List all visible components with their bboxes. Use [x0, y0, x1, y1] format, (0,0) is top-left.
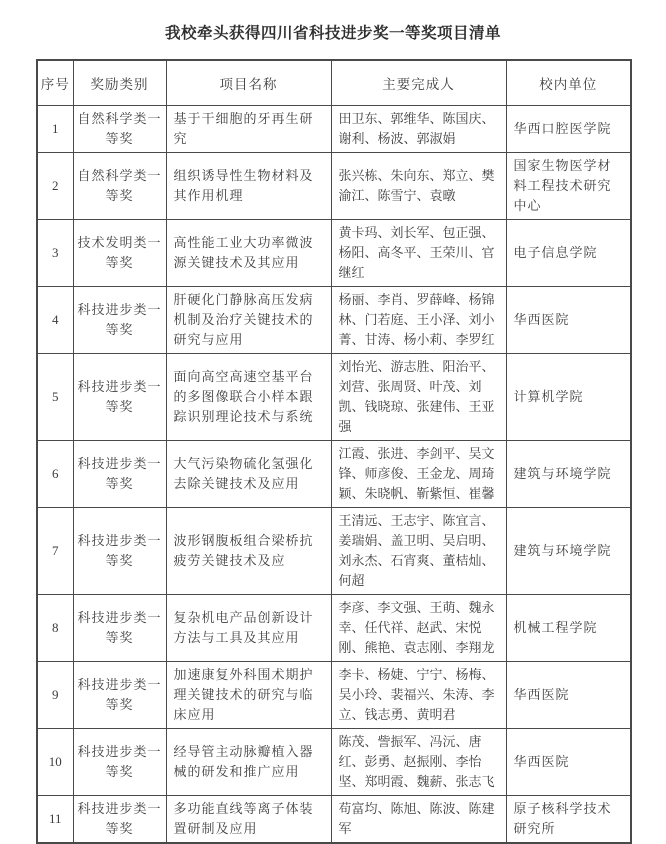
cell-project-name: 加速康复外科围术期护理关键技术的研究与临床应用 — [166, 662, 331, 729]
page-title: 我校牵头获得四川省科技进步奖一等奖项目清单 — [164, 25, 501, 42]
cell-category: 科技进步类一等奖 — [73, 595, 166, 662]
cell-project-name: 经导管主动脉瓣植入器械的研发和推广应用 — [166, 729, 331, 796]
cell-unit: 华西医院 — [506, 729, 631, 796]
cell-contributors: 苟富均、陈旭、陈波、陈建军 — [331, 796, 506, 844]
cell-category: 技术发明类一等奖 — [73, 220, 166, 287]
cell-category: 科技进步类一等奖 — [73, 729, 166, 796]
cell-index: 9 — [37, 662, 73, 729]
cell-index: 2 — [37, 153, 73, 220]
cell-contributors: 李卡、杨婕、宁宁、杨梅、吴小玲、裴福兴、朱涛、李立、钱志勇、黄明君 — [331, 662, 506, 729]
cell-project-name: 面向高空高速空基平台的多图像联合小样本跟踪识别理论技术与系统 — [166, 354, 331, 441]
cell-unit: 华西医院 — [506, 662, 631, 729]
cell-index: 5 — [37, 354, 73, 441]
cell-unit: 华西口腔医学院 — [506, 106, 631, 153]
table-row — [37, 106, 631, 153]
cell-index: 8 — [37, 595, 73, 662]
cell-contributors: 田卫东、郭维华、陈国庆、谢利、杨波、郭淑娟 — [331, 106, 506, 153]
cell-unit: 电子信息学院 — [506, 220, 631, 287]
column-header-index: 序号 — [37, 60, 73, 106]
cell-project-name: 大气污染物硫化氢强化去除关键技术及应用 — [166, 441, 331, 508]
cell-project-name: 复杂机电产品创新设计方法与工具及其应用 — [166, 595, 331, 662]
cell-project-name: 波形钢腹板组合梁桥抗疲劳关键技术及应 — [166, 508, 331, 595]
cell-category: 自然科学类一等奖 — [73, 153, 166, 220]
cell-category: 科技进步类一等奖 — [73, 354, 166, 441]
cell-index: 1 — [37, 106, 73, 153]
table-row — [37, 220, 631, 287]
cell-index: 4 — [37, 287, 73, 354]
table-row — [37, 595, 631, 662]
cell-index: 3 — [37, 220, 73, 287]
table-body — [37, 106, 631, 844]
cell-contributors: 李彦、李文强、王萌、魏永幸、任代祥、赵武、宋悦刚、熊艳、袁志刚、李翔龙 — [331, 595, 506, 662]
document-page — [0, 21, 666, 844]
cell-project-name: 组织诱导性生物材料及其作用机理 — [166, 153, 331, 220]
cell-unit: 建筑与环境学院 — [506, 508, 631, 595]
table-row — [37, 153, 631, 220]
cell-contributors: 王清远、王志宇、陈宜言、姜瑞娟、盖卫明、吴启明、刘永杰、石宵爽、董桔灿、何超 — [331, 508, 506, 595]
table-row — [37, 662, 631, 729]
table-row — [37, 287, 631, 354]
cell-contributors: 刘怡光、游志胜、阳治平、刘营、张周贤、叶茂、刘凯、钱晓琼、张建伟、王亚强 — [331, 354, 506, 441]
cell-category: 科技进步类一等奖 — [73, 287, 166, 354]
cell-unit: 国家生物医学材料工程技术研究中心 — [506, 153, 631, 220]
awards-table — [36, 59, 632, 844]
cell-unit: 机械工程学院 — [506, 595, 631, 662]
column-header-unit: 校内单位 — [506, 60, 631, 106]
column-header-category: 奖励类别 — [73, 60, 166, 106]
table-header-row — [37, 60, 631, 106]
cell-project-name: 肝硬化门静脉高压发病机制及治疗关键技术的研究与应用 — [166, 287, 331, 354]
cell-contributors: 黄卡玛、刘长军、包正强、杨阳、高冬平、王荣川、官继红 — [331, 220, 506, 287]
cell-index: 6 — [37, 441, 73, 508]
cell-category: 科技进步类一等奖 — [73, 796, 166, 844]
table-row — [37, 441, 631, 508]
cell-category: 科技进步类一等奖 — [73, 508, 166, 595]
table-row — [37, 729, 631, 796]
cell-project-name: 多功能直线等离子体装置研制及应用 — [166, 796, 331, 844]
cell-index: 11 — [37, 796, 73, 844]
cell-category: 科技进步类一等奖 — [73, 441, 166, 508]
cell-unit: 原子核科学技术研究所 — [506, 796, 631, 844]
cell-category: 科技进步类一等奖 — [73, 662, 166, 729]
table-row — [37, 354, 631, 441]
cell-unit: 计算机学院 — [506, 354, 631, 441]
cell-contributors: 江霞、张进、李剑平、吴文锋、师彦俊、王金龙、周琦颖、朱晓帆、靳紫恒、崔馨 — [331, 441, 506, 508]
cell-category: 自然科学类一等奖 — [73, 106, 166, 153]
cell-contributors: 张兴栋、朱向东、郑立、樊渝江、陈雪宁、袁暾 — [331, 153, 506, 220]
cell-project-name: 基于干细胞的牙再生研究 — [166, 106, 331, 153]
table-row — [37, 508, 631, 595]
cell-contributors: 陈茂、訾振军、冯沅、唐红、彭勇、赵振刚、李怡坚、郑明霞、魏薪、张志飞 — [331, 729, 506, 796]
cell-contributors: 杨丽、李肖、罗薛峰、杨锦林、门若庭、王小泽、刘小菁、甘涛、杨小莉、李罗红 — [331, 287, 506, 354]
cell-index: 7 — [37, 508, 73, 595]
table-row — [37, 796, 631, 844]
cell-project-name: 高性能工业大功率微波源关键技术及其应用 — [166, 220, 331, 287]
column-header-contributors: 主要完成人 — [331, 60, 506, 106]
cell-unit: 建筑与环境学院 — [506, 441, 631, 508]
column-header-project: 项目名称 — [166, 60, 331, 106]
cell-unit: 华西医院 — [506, 287, 631, 354]
cell-index: 10 — [37, 729, 73, 796]
